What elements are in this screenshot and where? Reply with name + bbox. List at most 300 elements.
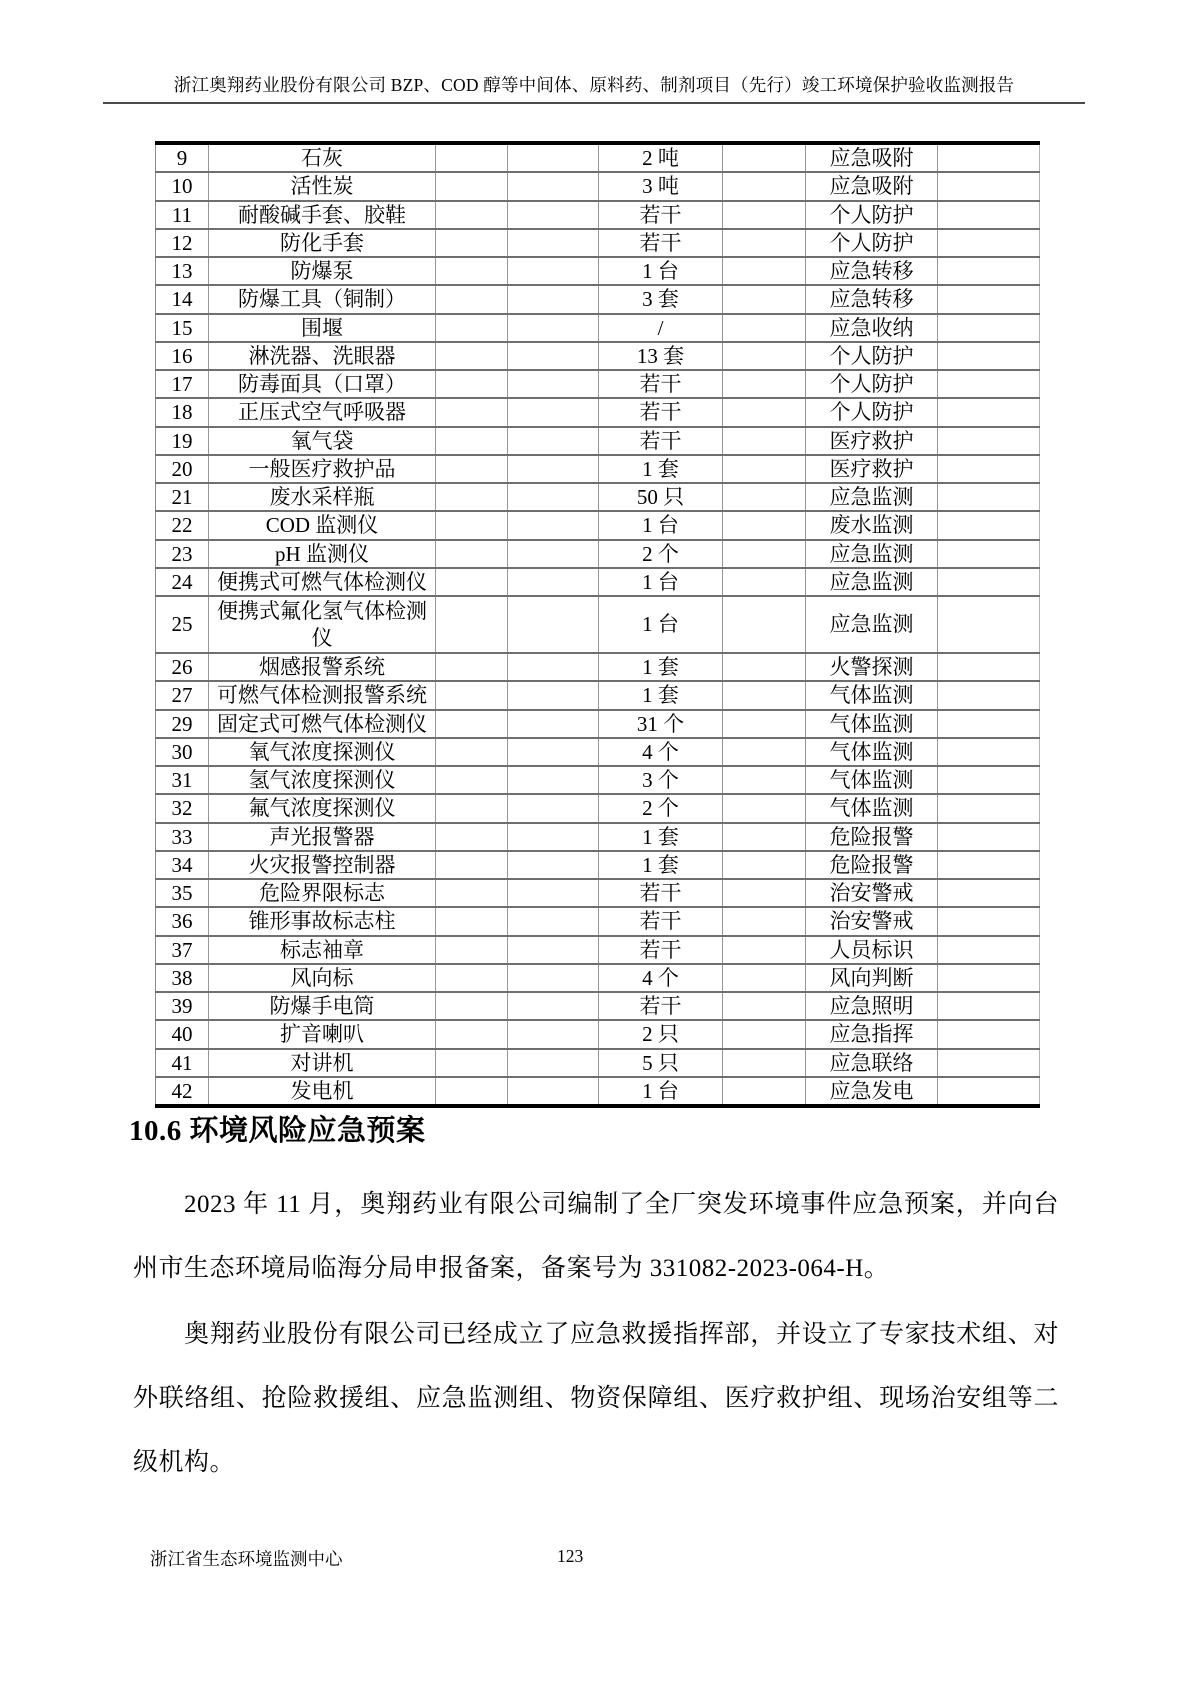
- cell-spare3: [723, 511, 806, 539]
- cell-purpose: 气体监测: [806, 738, 938, 766]
- cell-spare2: [508, 143, 599, 172]
- cell-spare1: [436, 964, 508, 992]
- cell-spare4: [938, 568, 1040, 596]
- paragraph-filing: 2023 年 11 月，奥翔药业有限公司编制了全厂突发环境事件应急预案，并向台州市生态环境局临海分局申报备案，备案号为 331082-2023-064-H。: [133, 1191, 1059, 1282]
- cell-spare4: [938, 342, 1040, 370]
- cell-spare1: [436, 540, 508, 568]
- cell-qty: 1 套: [599, 681, 723, 709]
- page-footer: [0, 1546, 1190, 1570]
- cell-no: 13: [156, 257, 209, 285]
- cell-purpose: 治安警戒: [806, 907, 938, 935]
- table-row: [156, 511, 1040, 539]
- cell-spare4: [938, 936, 1040, 964]
- cell-spare2: [508, 285, 599, 313]
- cell-spare4: [938, 172, 1040, 200]
- cell-name: 标志袖章: [209, 936, 436, 964]
- cell-spare3: [723, 879, 806, 907]
- cell-qty: 1 套: [599, 823, 723, 851]
- cell-no: 27: [156, 681, 209, 709]
- footer-organization: 浙江省生态环境监测中心: [150, 1549, 343, 1569]
- cell-spare4: [938, 907, 1040, 935]
- cell-spare1: [436, 1020, 508, 1048]
- table-row: [156, 201, 1040, 229]
- table-row: [156, 710, 1040, 738]
- cell-spare1: [436, 1077, 508, 1106]
- cell-qty: 2 个: [599, 794, 723, 822]
- cell-purpose: 应急监测: [806, 568, 938, 596]
- cell-spare4: [938, 964, 1040, 992]
- cell-spare1: [436, 992, 508, 1020]
- table-row: [156, 794, 1040, 822]
- table-row: [156, 143, 1040, 172]
- table-row: [156, 596, 1040, 653]
- cell-spare3: [723, 766, 806, 794]
- cell-spare3: [723, 314, 806, 342]
- cell-no: 20: [156, 455, 209, 483]
- cell-spare4: [938, 229, 1040, 257]
- cell-spare2: [508, 257, 599, 285]
- cell-name: 氢气浓度探测仪: [209, 766, 436, 794]
- cell-spare3: [723, 342, 806, 370]
- cell-spare4: [938, 1020, 1040, 1048]
- cell-qty: 若干: [599, 201, 723, 229]
- cell-spare1: [436, 511, 508, 539]
- cell-spare4: [938, 766, 1040, 794]
- cell-purpose: 个人防护: [806, 370, 938, 398]
- cell-name: 淋洗器、洗眼器: [209, 342, 436, 370]
- cell-spare1: [436, 172, 508, 200]
- cell-name: 声光报警器: [209, 823, 436, 851]
- cell-spare2: [508, 398, 599, 426]
- cell-spare1: [436, 681, 508, 709]
- cell-spare4: [938, 794, 1040, 822]
- cell-qty: 2 个: [599, 540, 723, 568]
- cell-name: 风向标: [209, 964, 436, 992]
- cell-spare3: [723, 596, 806, 653]
- cell-spare1: [436, 342, 508, 370]
- cell-qty: 3 吨: [599, 172, 723, 200]
- cell-purpose: 应急监测: [806, 596, 938, 653]
- cell-spare2: [508, 427, 599, 455]
- cell-qty: 若干: [599, 907, 723, 935]
- cell-spare2: [508, 314, 599, 342]
- cell-spare2: [508, 172, 599, 200]
- cell-name: 活性炭: [209, 172, 436, 200]
- cell-name: COD 监测仪: [209, 511, 436, 539]
- cell-spare4: [938, 596, 1040, 653]
- cell-qty: 50 只: [599, 483, 723, 511]
- cell-purpose: 气体监测: [806, 766, 938, 794]
- cell-name: 对讲机: [209, 1049, 436, 1077]
- cell-spare3: [723, 653, 806, 681]
- cell-qty: 若干: [599, 879, 723, 907]
- cell-spare1: [436, 314, 508, 342]
- cell-qty: 1 台: [599, 257, 723, 285]
- cell-spare1: [436, 936, 508, 964]
- cell-spare4: [938, 653, 1040, 681]
- cell-qty: 13 套: [599, 342, 723, 370]
- cell-qty: 1 套: [599, 851, 723, 879]
- cell-qty: 若干: [599, 992, 723, 1020]
- cell-spare3: [723, 907, 806, 935]
- table-row: [156, 738, 1040, 766]
- cell-no: 16: [156, 342, 209, 370]
- cell-spare2: [508, 879, 599, 907]
- cell-spare1: [436, 143, 508, 172]
- cell-name: 一般医疗救护品: [209, 455, 436, 483]
- cell-no: 36: [156, 907, 209, 935]
- cell-spare1: [436, 823, 508, 851]
- cell-spare1: [436, 568, 508, 596]
- cell-spare2: [508, 483, 599, 511]
- cell-qty: 若干: [599, 427, 723, 455]
- cell-spare4: [938, 681, 1040, 709]
- cell-purpose: 火警探测: [806, 653, 938, 681]
- cell-no: 24: [156, 568, 209, 596]
- cell-spare2: [508, 201, 599, 229]
- cell-spare4: [938, 398, 1040, 426]
- cell-spare3: [723, 201, 806, 229]
- cell-spare4: [938, 201, 1040, 229]
- cell-purpose: 应急收纳: [806, 314, 938, 342]
- cell-spare2: [508, 370, 599, 398]
- cell-spare4: [938, 992, 1040, 1020]
- cell-spare4: [938, 143, 1040, 172]
- cell-no: 30: [156, 738, 209, 766]
- table-row: [156, 314, 1040, 342]
- table-row: [156, 342, 1040, 370]
- cell-purpose: 医疗救护: [806, 455, 938, 483]
- cell-name: 防化手套: [209, 229, 436, 257]
- cell-no: 15: [156, 314, 209, 342]
- table-row: [156, 257, 1040, 285]
- cell-spare3: [723, 370, 806, 398]
- cell-spare2: [508, 851, 599, 879]
- cell-name: pH 监测仪: [209, 540, 436, 568]
- cell-no: 12: [156, 229, 209, 257]
- table-row: [156, 370, 1040, 398]
- cell-spare2: [508, 568, 599, 596]
- cell-no: 18: [156, 398, 209, 426]
- table-row: [156, 427, 1040, 455]
- cell-no: 32: [156, 794, 209, 822]
- cell-qty: /: [599, 314, 723, 342]
- cell-name: 防爆手电筒: [209, 992, 436, 1020]
- cell-purpose: 个人防护: [806, 342, 938, 370]
- cell-name: 围堰: [209, 314, 436, 342]
- cell-qty: 4 个: [599, 738, 723, 766]
- cell-no: 14: [156, 285, 209, 313]
- cell-purpose: 应急指挥: [806, 1020, 938, 1048]
- table-row: [156, 936, 1040, 964]
- page-number: 123: [557, 1546, 584, 1566]
- cell-spare2: [508, 229, 599, 257]
- cell-purpose: 应急联络: [806, 1049, 938, 1077]
- cell-name: 氧气袋: [209, 427, 436, 455]
- cell-name: 防爆工具（铜制）: [209, 285, 436, 313]
- cell-spare1: [436, 285, 508, 313]
- cell-spare3: [723, 823, 806, 851]
- cell-qty: 若干: [599, 229, 723, 257]
- cell-spare4: [938, 738, 1040, 766]
- cell-spare3: [723, 1020, 806, 1048]
- cell-spare3: [723, 851, 806, 879]
- cell-qty: 若干: [599, 398, 723, 426]
- cell-spare4: [938, 455, 1040, 483]
- cell-spare3: [723, 398, 806, 426]
- cell-spare4: [938, 540, 1040, 568]
- cell-spare1: [436, 201, 508, 229]
- cell-qty: 1 套: [599, 653, 723, 681]
- cell-spare3: [723, 427, 806, 455]
- cell-qty: 1 套: [599, 455, 723, 483]
- cell-purpose: 气体监测: [806, 681, 938, 709]
- cell-spare1: [436, 710, 508, 738]
- cell-spare3: [723, 794, 806, 822]
- cell-spare2: [508, 511, 599, 539]
- cell-no: 42: [156, 1077, 209, 1106]
- cell-purpose: 应急转移: [806, 285, 938, 313]
- cell-qty: 2 吨: [599, 143, 723, 172]
- table-row: [156, 1077, 1040, 1106]
- cell-qty: 若干: [599, 370, 723, 398]
- cell-spare2: [508, 1049, 599, 1077]
- cell-spare3: [723, 1077, 806, 1106]
- cell-name: 扩音喇叭: [209, 1020, 436, 1048]
- cell-no: 41: [156, 1049, 209, 1077]
- cell-purpose: 危险报警: [806, 823, 938, 851]
- cell-qty: 1 台: [599, 596, 723, 653]
- cell-no: 33: [156, 823, 209, 851]
- cell-no: 22: [156, 511, 209, 539]
- cell-spare2: [508, 540, 599, 568]
- cell-name: 防毒面具（口罩）: [209, 370, 436, 398]
- cell-no: 21: [156, 483, 209, 511]
- cell-qty: 3 套: [599, 285, 723, 313]
- cell-spare4: [938, 314, 1040, 342]
- cell-spare3: [723, 172, 806, 200]
- cell-spare1: [436, 879, 508, 907]
- cell-spare2: [508, 992, 599, 1020]
- cell-spare2: [508, 681, 599, 709]
- cell-spare4: [938, 1077, 1040, 1106]
- cell-spare2: [508, 653, 599, 681]
- cell-spare1: [436, 455, 508, 483]
- cell-purpose: 个人防护: [806, 229, 938, 257]
- cell-qty: 若干: [599, 936, 723, 964]
- cell-no: 17: [156, 370, 209, 398]
- cell-name: 石灰: [209, 143, 436, 172]
- table-row: [156, 455, 1040, 483]
- cell-spare2: [508, 342, 599, 370]
- cell-purpose: 应急转移: [806, 257, 938, 285]
- cell-purpose: 应急照明: [806, 992, 938, 1020]
- cell-no: 23: [156, 540, 209, 568]
- cell-spare2: [508, 1020, 599, 1048]
- cell-purpose: 危险报警: [806, 851, 938, 879]
- cell-spare2: [508, 907, 599, 935]
- cell-spare2: [508, 964, 599, 992]
- cell-spare1: [436, 794, 508, 822]
- cell-spare4: [938, 710, 1040, 738]
- cell-spare2: [508, 738, 599, 766]
- cell-purpose: 应急发电: [806, 1077, 938, 1106]
- cell-spare3: [723, 229, 806, 257]
- cell-qty: 1 台: [599, 1077, 723, 1106]
- cell-name: 锥形事故标志柱: [209, 907, 436, 935]
- cell-name: 氟气浓度探测仪: [209, 794, 436, 822]
- cell-spare3: [723, 257, 806, 285]
- table-row: [156, 568, 1040, 596]
- cell-spare4: [938, 285, 1040, 313]
- cell-purpose: 气体监测: [806, 794, 938, 822]
- cell-qty: 3 个: [599, 766, 723, 794]
- cell-spare2: [508, 1077, 599, 1106]
- cell-no: 39: [156, 992, 209, 1020]
- cell-spare1: [436, 766, 508, 794]
- equipment-table-body: [156, 143, 1040, 1106]
- table-row: [156, 879, 1040, 907]
- cell-spare4: [938, 257, 1040, 285]
- table-row: [156, 823, 1040, 851]
- cell-spare3: [723, 285, 806, 313]
- cell-purpose: 风向判断: [806, 964, 938, 992]
- cell-spare3: [723, 143, 806, 172]
- table-row: [156, 681, 1040, 709]
- cell-spare1: [436, 257, 508, 285]
- cell-spare1: [436, 398, 508, 426]
- cell-no: 19: [156, 427, 209, 455]
- cell-spare2: [508, 596, 599, 653]
- cell-spare4: [938, 879, 1040, 907]
- cell-spare1: [436, 738, 508, 766]
- cell-no: 29: [156, 710, 209, 738]
- cell-spare2: [508, 766, 599, 794]
- table-row: [156, 653, 1040, 681]
- cell-name: 可燃气体检测报警系统: [209, 681, 436, 709]
- cell-spare3: [723, 455, 806, 483]
- cell-purpose: 应急监测: [806, 483, 938, 511]
- cell-purpose: 应急吸附: [806, 143, 938, 172]
- cell-spare3: [723, 1049, 806, 1077]
- cell-spare3: [723, 738, 806, 766]
- cell-no: 11: [156, 201, 209, 229]
- cell-spare1: [436, 483, 508, 511]
- cell-purpose: 治安警戒: [806, 879, 938, 907]
- cell-spare2: [508, 455, 599, 483]
- cell-purpose: 气体监测: [806, 710, 938, 738]
- cell-qty: 5 只: [599, 1049, 723, 1077]
- cell-spare4: [938, 851, 1040, 879]
- cell-qty: 1 台: [599, 511, 723, 539]
- header-title: 浙江奥翔药业股份有限公司 BZP、COD 醇等中间体、原料药、制剂项目（先行）竣工环境保护验收监测报告: [173, 75, 1015, 95]
- cell-name: 火灾报警控制器: [209, 851, 436, 879]
- cell-name: 便携式可燃气体检测仪: [209, 568, 436, 596]
- cell-no: 40: [156, 1020, 209, 1048]
- table-row: [156, 285, 1040, 313]
- table-row: [156, 172, 1040, 200]
- table-row: [156, 907, 1040, 935]
- cell-purpose: 废水监测: [806, 511, 938, 539]
- table-row: [156, 992, 1040, 1020]
- cell-purpose: 人员标识: [806, 936, 938, 964]
- cell-name: 氧气浓度探测仪: [209, 738, 436, 766]
- cell-no: 35: [156, 879, 209, 907]
- cell-spare3: [723, 936, 806, 964]
- cell-no: 25: [156, 596, 209, 653]
- table-row: [156, 540, 1040, 568]
- cell-spare4: [938, 370, 1040, 398]
- table-row: [156, 229, 1040, 257]
- table-row: [156, 483, 1040, 511]
- cell-spare2: [508, 823, 599, 851]
- cell-spare1: [436, 907, 508, 935]
- section-heading: 10.6 环境风险应急预案: [129, 1115, 426, 1147]
- table-row: [156, 1049, 1040, 1077]
- cell-spare1: [436, 1049, 508, 1077]
- table-row: [156, 1020, 1040, 1048]
- cell-no: 9: [156, 143, 209, 172]
- cell-spare3: [723, 681, 806, 709]
- page-header: [103, 0, 1085, 104]
- paragraph-organization: 奥翔药业股份有限公司已经成立了应急救援指挥部，并设立了专家技术组、对外联络组、抢险救援组、应急监测组、物资保障组、医疗救护组、现场治安组等二级机构。: [133, 1321, 1059, 1476]
- cell-purpose: 医疗救护: [806, 427, 938, 455]
- cell-spare3: [723, 964, 806, 992]
- cell-qty: 2 只: [599, 1020, 723, 1048]
- cell-spare1: [436, 653, 508, 681]
- cell-name: 危险界限标志: [209, 879, 436, 907]
- table-row: [156, 398, 1040, 426]
- cell-name: 烟感报警系统: [209, 653, 436, 681]
- cell-no: 34: [156, 851, 209, 879]
- table-row: [156, 766, 1040, 794]
- cell-no: 38: [156, 964, 209, 992]
- cell-spare2: [508, 710, 599, 738]
- cell-spare4: [938, 511, 1040, 539]
- cell-spare1: [436, 596, 508, 653]
- cell-spare3: [723, 540, 806, 568]
- cell-spare4: [938, 427, 1040, 455]
- cell-spare3: [723, 483, 806, 511]
- cell-spare4: [938, 823, 1040, 851]
- cell-spare2: [508, 794, 599, 822]
- cell-name: 耐酸碱手套、胶鞋: [209, 201, 436, 229]
- cell-spare1: [436, 851, 508, 879]
- cell-qty: 4 个: [599, 964, 723, 992]
- cell-spare2: [508, 936, 599, 964]
- cell-no: 37: [156, 936, 209, 964]
- cell-spare4: [938, 1049, 1040, 1077]
- cell-purpose: 应急监测: [806, 540, 938, 568]
- cell-spare1: [436, 427, 508, 455]
- cell-name: 废水采样瓶: [209, 483, 436, 511]
- cell-purpose: 个人防护: [806, 201, 938, 229]
- cell-name: 发电机: [209, 1077, 436, 1106]
- cell-spare3: [723, 710, 806, 738]
- cell-no: 31: [156, 766, 209, 794]
- cell-spare3: [723, 992, 806, 1020]
- cell-purpose: 应急吸附: [806, 172, 938, 200]
- cell-qty: 1 台: [599, 568, 723, 596]
- cell-spare1: [436, 229, 508, 257]
- table-row: [156, 851, 1040, 879]
- cell-spare4: [938, 483, 1040, 511]
- cell-name: 固定式可燃气体检测仪: [209, 710, 436, 738]
- equipment-table: [155, 141, 1040, 1108]
- cell-qty: 31 个: [599, 710, 723, 738]
- cell-purpose: 个人防护: [806, 398, 938, 426]
- cell-no: 26: [156, 653, 209, 681]
